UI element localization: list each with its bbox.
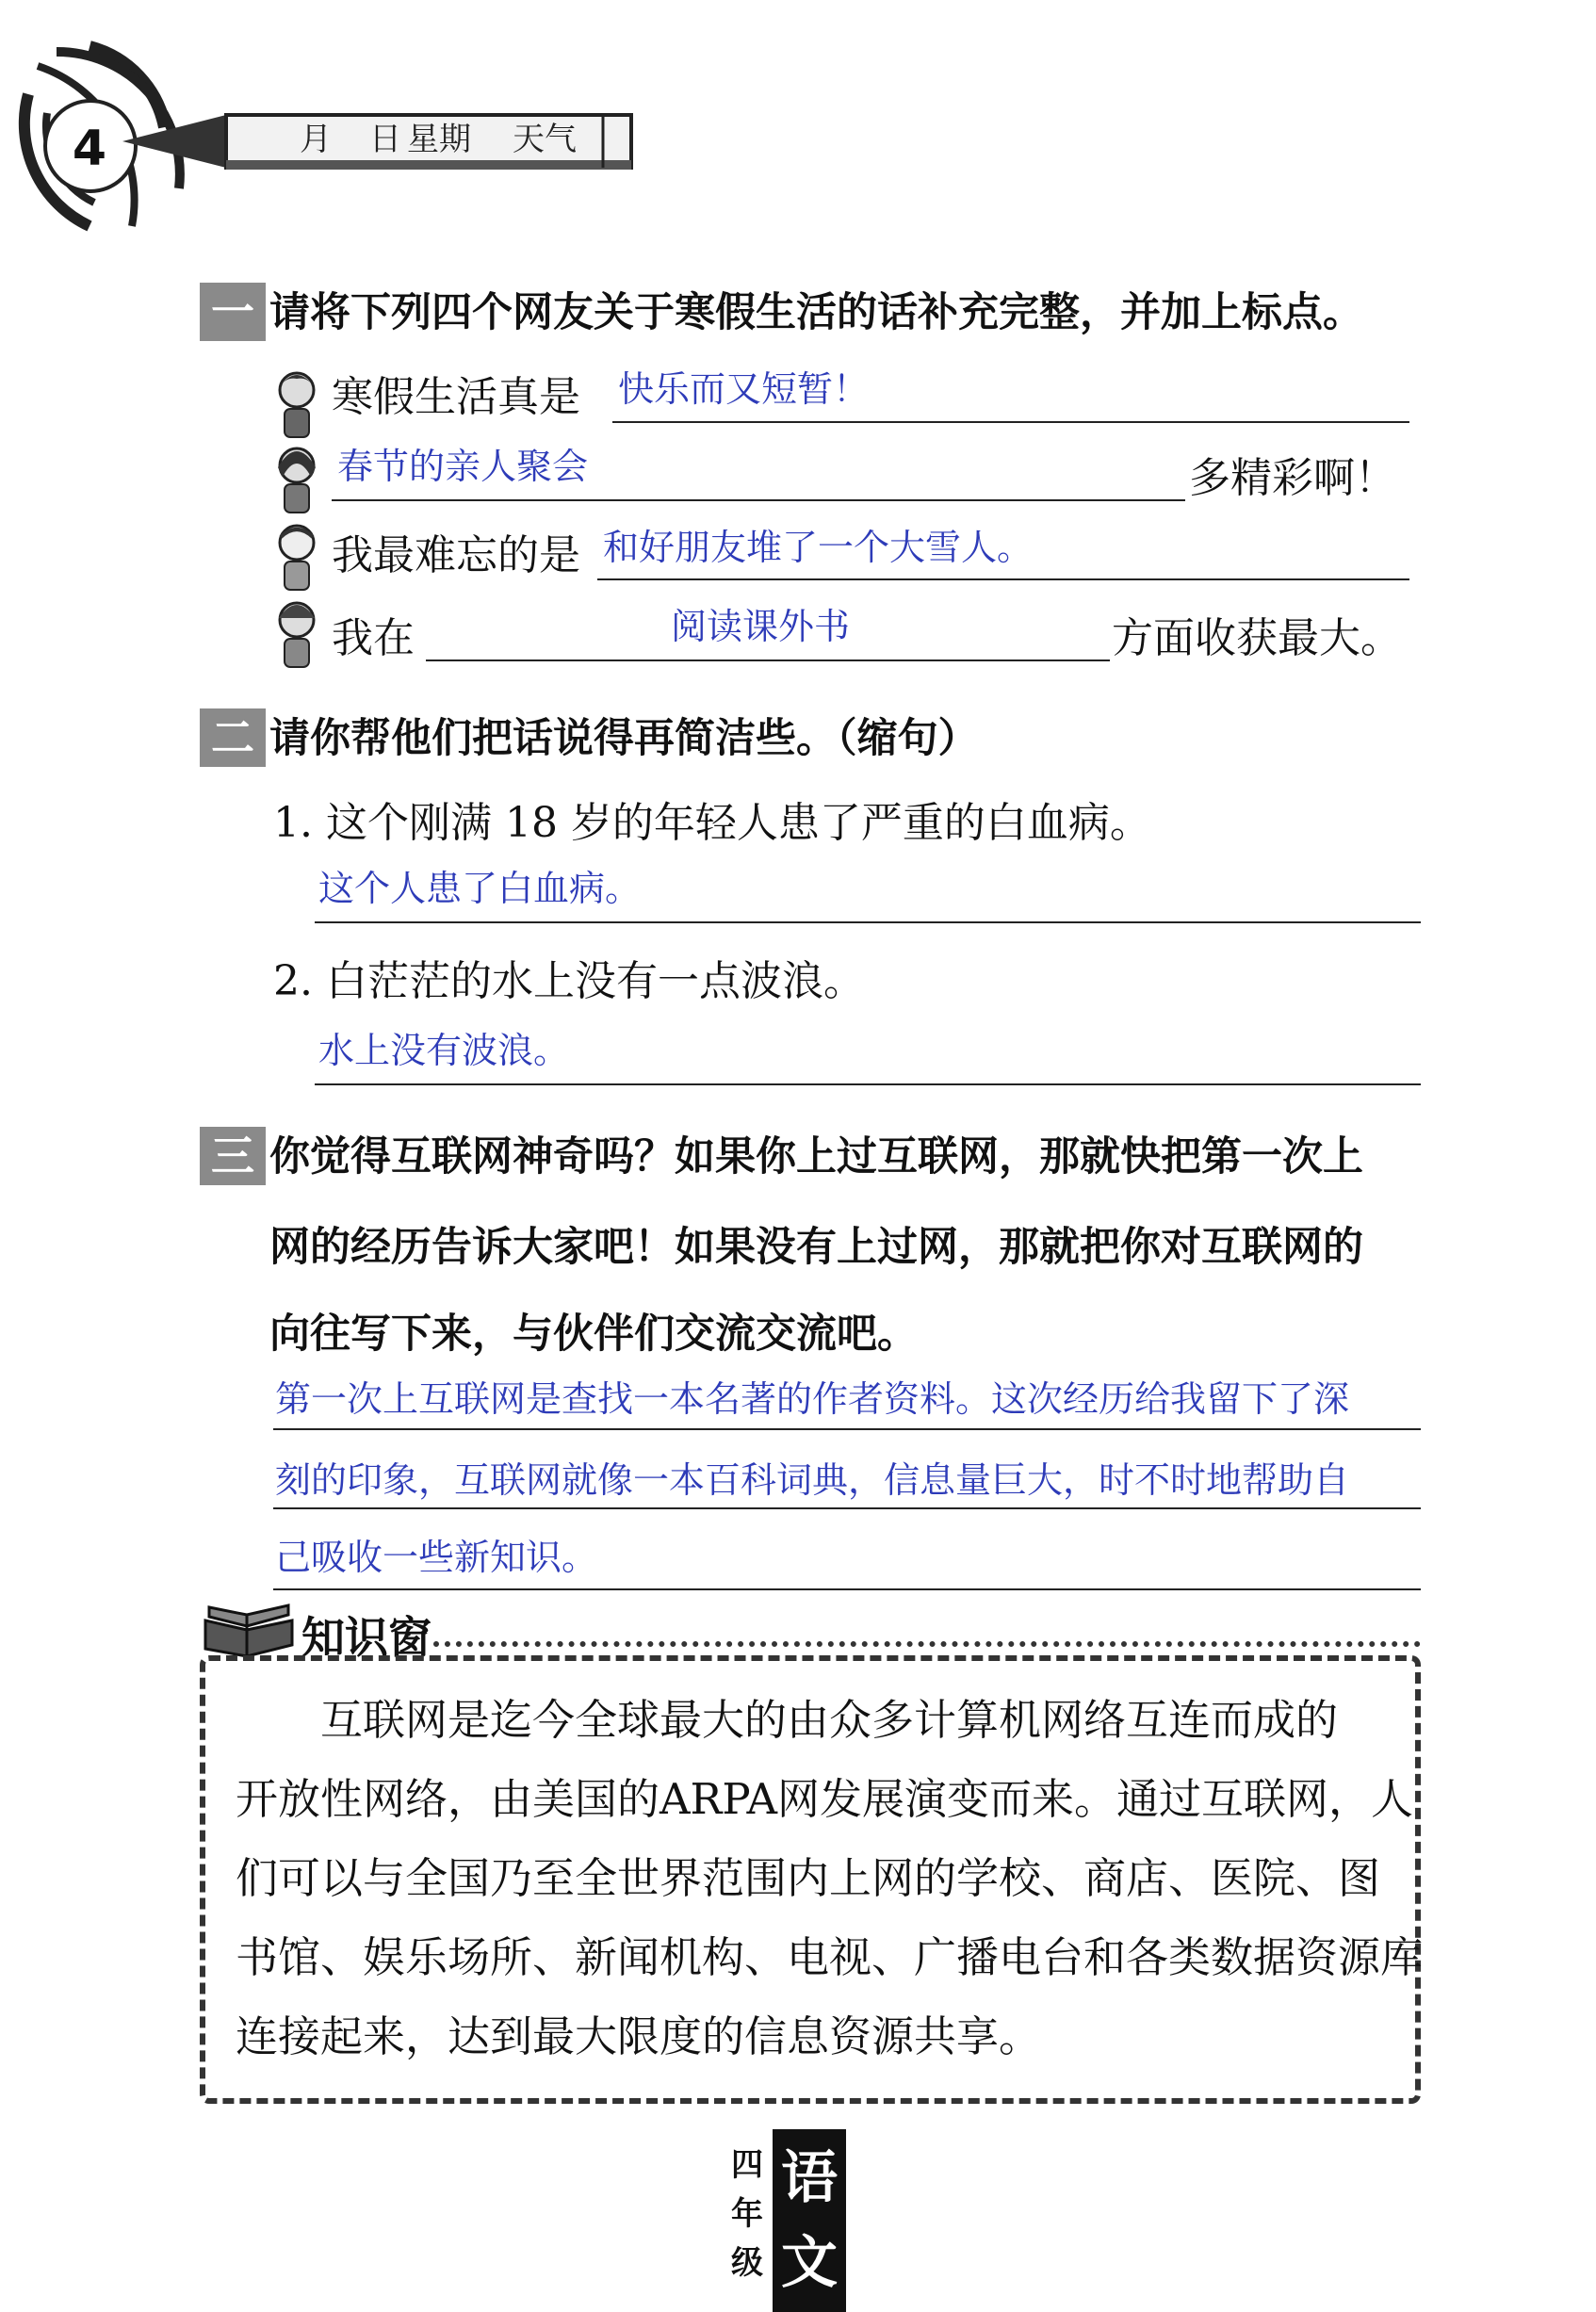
page-number: 4 [72,121,107,177]
s1-item3-prefix: 我最难忘的是 [332,531,580,579]
subject-char-2: 文 [781,2230,838,2296]
s1-item3-answer: 和好朋友堆了一个大雪人。 [603,527,1034,568]
section2-badge: 二 [200,708,266,767]
s2-answer1-line [315,921,1421,923]
date-weather-label: 天气 [513,121,577,158]
s1-item1-answer: 快乐而又短暂！ [618,368,870,410]
knowledge-line1: 互联网是迄今全球最大的由众多计算机网络互连而成的 [320,1695,1339,1745]
s3-answer-line1: 第一次上互联网是查找一本名著的作者资料。这次经历给我留下了深 [275,1378,1350,1420]
s1-item4-prefix: 我在 [332,614,415,662]
subject-char-1: 语 [781,2145,838,2211]
section2-title: 请你帮他们把话说得再简洁些。（缩句） [269,715,979,762]
girl-character-icon [269,443,324,520]
boy-character-icon [269,520,324,597]
knowledge-line2: 开放性网络，由美国的ARPA网发展演变而来。通过互联网，人 [236,1774,1414,1824]
s3-title-line1: 你觉得互联网神奇吗？如果你上过互联网，那就快把第一次上 [269,1133,1363,1180]
book-icon [200,1602,298,1662]
knowledge-line3: 们可以与全国乃至全世界范围内上网的学校、商店、医院、图 [236,1853,1381,1903]
date-month-label: 月 [300,121,332,158]
s1-item4-suffix: 方面收获最大。 [1112,614,1402,662]
s1-item1-prefix: 寒假生活真是 [332,373,580,421]
s1-item2-suffix: 多精彩啊！ [1189,454,1396,502]
section1-title: 请将下列四个网友关于寒假生活的话补充完整，并加上标点。 [269,289,1363,336]
s2-question1: 1. 这个刚满 18 岁的年轻人患了严重的白血病。 [273,799,1151,847]
knowledge-line4: 书馆、娱乐场所、新闻机构、电视、广播电台和各类数据资源库 [236,1932,1424,1982]
s3-answer-line3: 己吸收一些新知识。 [275,1537,598,1578]
knowledge-heading: 知识窗 [301,1612,432,1663]
grade-char-2: 年 [731,2195,763,2233]
grade-char-1: 四 [731,2146,763,2184]
s1-item4-blank [426,659,1110,661]
s2-answer2: 水上没有波浪。 [318,1030,570,1071]
knowledge-line5: 连接起来，达到最大限度的信息资源共享。 [236,2011,1042,2061]
section1-badge: 一 [200,283,266,341]
s1-item2-answer: 春节的亲人聚会 [337,446,589,487]
s1-item4-answer: 阅读课外书 [671,606,851,647]
s3-title-line3: 向往写下来，与伙伴们交流交流吧。 [269,1311,918,1358]
s3-title-line2: 网的经历告诉大家吧！如果没有上过网，那就把你对互联网的 [269,1224,1363,1271]
s2-answer2-line [315,1083,1421,1085]
s1-item2-blank [332,499,1185,501]
s2-answer1: 这个人患了白血病。 [318,868,642,909]
s3-answer-rule1 [273,1428,1421,1430]
s3-answer-rule3 [273,1588,1421,1590]
date-day-label: 日 [369,121,401,158]
knowledge-heading-rule [433,1641,1421,1654]
boy-character-icon [269,597,324,675]
s1-item3-blank [597,578,1409,580]
s3-answer-line2: 刻的印象，互联网就像一本百科词典，信息量巨大，时不时地帮助自 [275,1459,1350,1501]
section3-badge: 三 [200,1127,266,1185]
girl-character-icon [269,367,324,445]
s1-item1-blank [612,421,1409,423]
grade-char-3: 级 [731,2244,763,2282]
s3-answer-rule2 [273,1507,1421,1509]
date-weekday-label: 星期 [407,121,471,158]
s2-question2: 2. 白茫茫的水上没有一点波浪。 [273,957,865,1005]
